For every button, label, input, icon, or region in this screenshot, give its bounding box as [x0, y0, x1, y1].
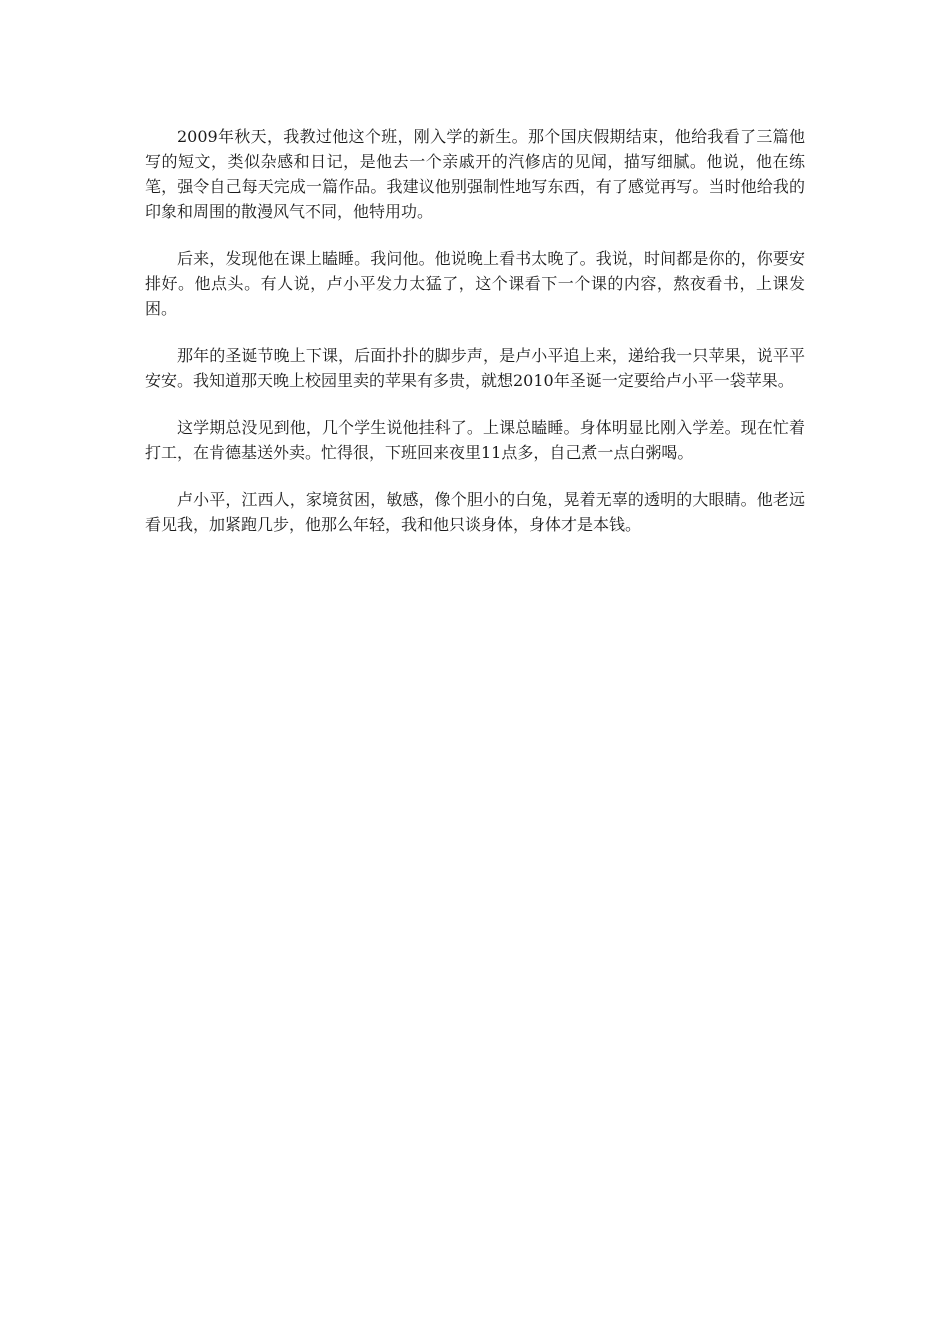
paragraph-4: 这学期总没见到他，几个学生说他挂科了。上课总瞌睡。身体明显比刚入学差。现在忙着打工，在肯德基送外卖。忙得很，下班回来夜里11点多，自己煮一点白粥喝。 — [145, 418, 805, 462]
paragraph-3: 那年的圣诞节晚上下课，后面扑扑的脚步声，是卢小平追上来，递给我一只苹果，说平平安安。我知道那天晚上校园里卖的苹果有多贵，就想2010年圣诞一定要给卢小平一袋苹果。 — [145, 346, 805, 390]
paragraph-1: 2009年秋天，我教过他这个班，刚入学的新生。那个国庆假期结束，他给我看了三篇他写的短文，类似杂感和日记，是他去一个亲戚开的汽修店的见闻，描写细腻。他说，他在练笔，强令自己每天完成一篇作品。我建议他别强制性地写东西，有了感觉再写。当时他给我的印象和周围的散漫风气不同，他特用功。 — [145, 127, 805, 221]
paragraph-2: 后来，发现他在课上瞌睡。我问他。他说晚上看书太晚了。我说，时间都是你的，你要安排好。他点头。有人说，卢小平发力太猛了，这个课看下一个课的内容，熬夜看书，上课发困。 — [145, 249, 805, 318]
paragraph-5: 卢小平，江西人，家境贫困，敏感，像个胆小的白兔，晃着无辜的透明的大眼睛。他老远看见我，加紧跑几步，他那么年轻，我和他只谈身体，身体才是本钱。 — [145, 490, 805, 534]
document-body — [145, 124, 805, 559]
